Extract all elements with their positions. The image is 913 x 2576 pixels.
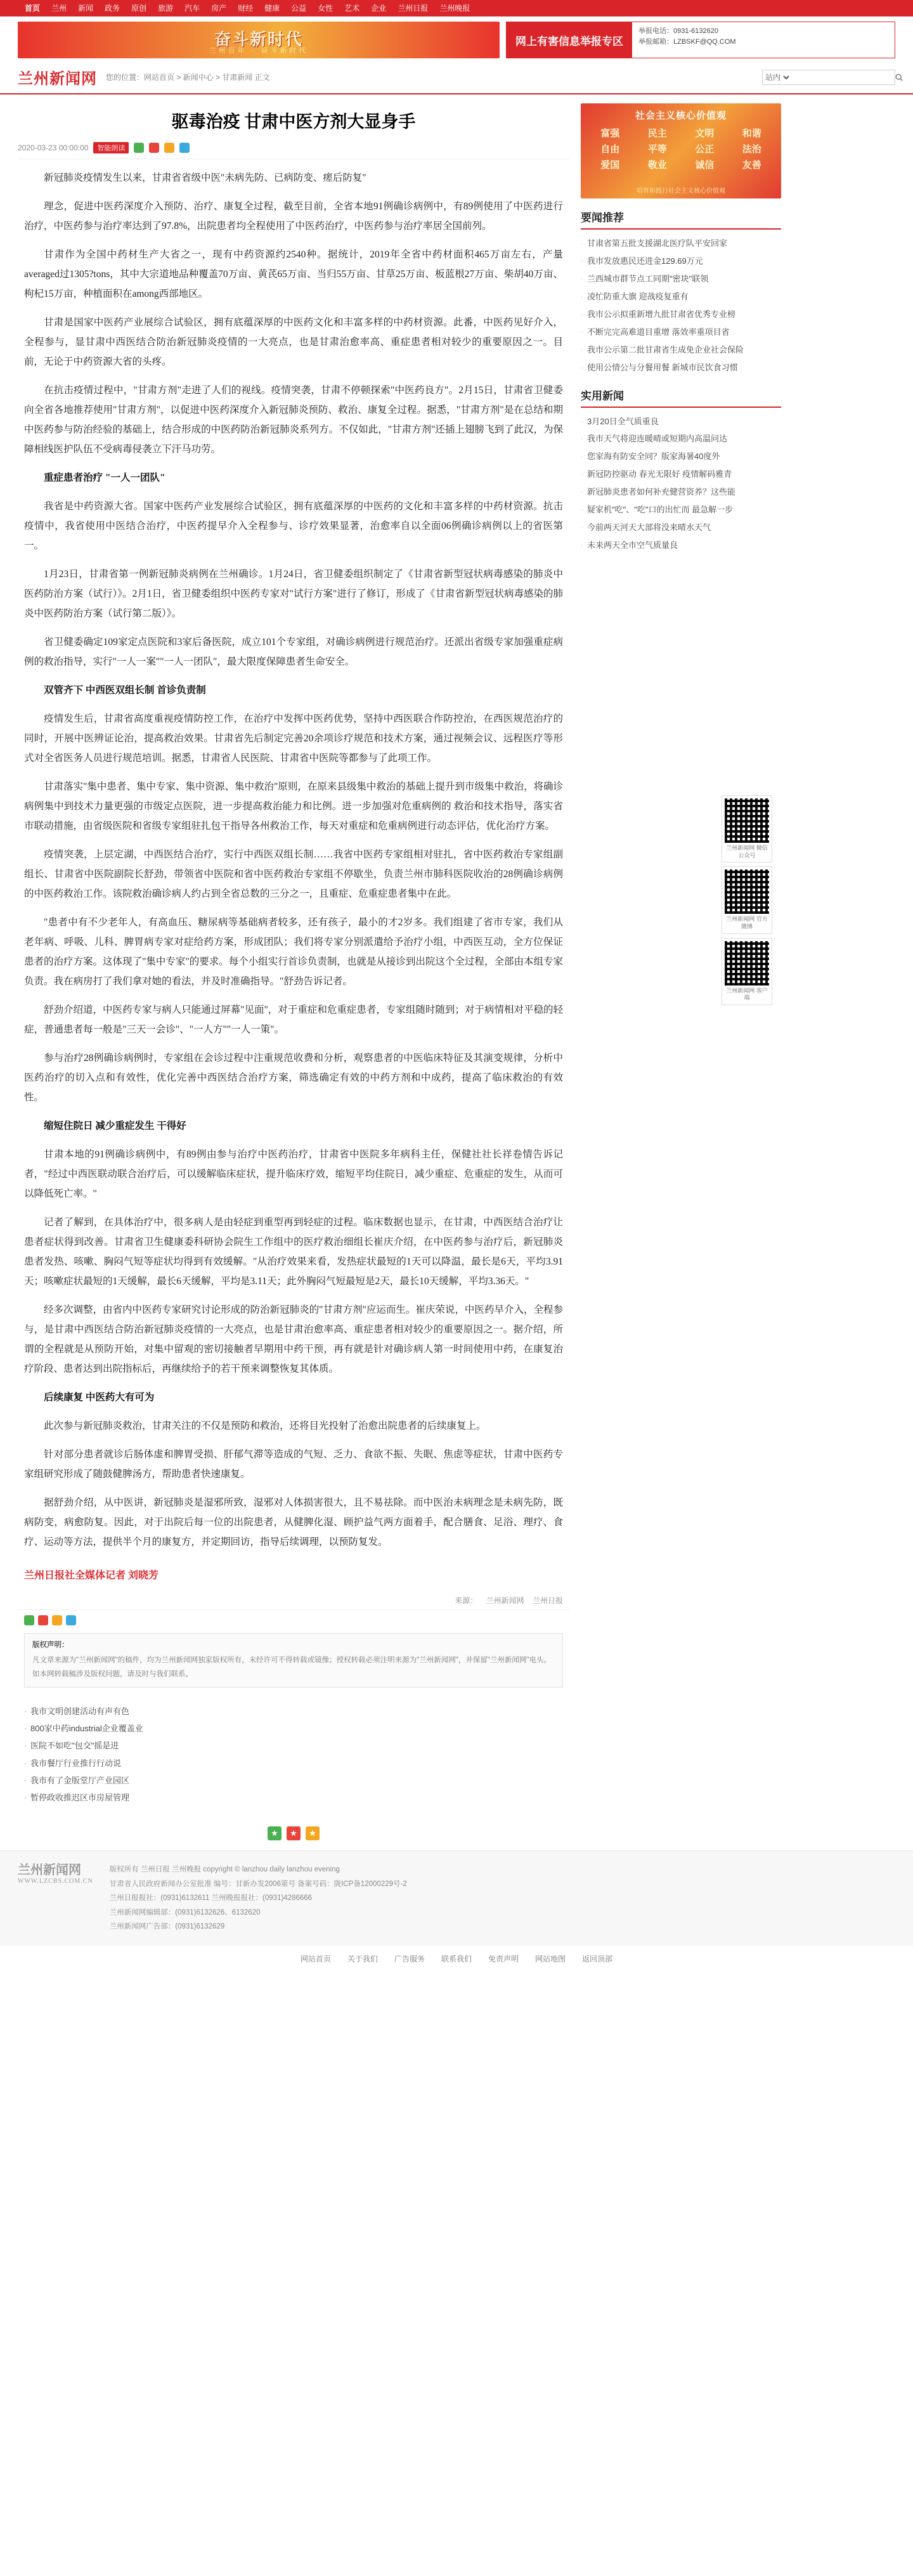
list-item[interactable]: · 新冠防控驱动 春光无限好 疫情解码雅青 xyxy=(581,465,781,483)
nav-item-14[interactable]: 兰州日报 xyxy=(398,4,429,13)
qr-column xyxy=(722,795,772,1009)
nav-item-1[interactable]: 兰州 xyxy=(51,4,67,13)
footer-line: 兰州新闻网广告部：(0931)6132629 xyxy=(109,1923,225,1931)
qq-icon[interactable] xyxy=(66,1615,76,1625)
qr-card-weibo[interactable] xyxy=(722,866,772,933)
core-values-grid xyxy=(587,126,775,171)
section-heading: 后续康复 中医药大有可为 xyxy=(44,1392,155,1403)
footer-logo-url: WWW.LZCBS.COM.CN xyxy=(18,1878,93,1885)
sidebar xyxy=(581,103,781,1844)
nav-item-7[interactable]: 房产 xyxy=(211,4,227,13)
core-value-0: 富强 xyxy=(600,129,620,139)
page-title: 驱毒治疫 甘肃中医方剂大显身手 xyxy=(171,112,416,131)
footer-line: 兰州新闻网编辑部：(0931)6132626、6132620 xyxy=(109,1908,261,1916)
wechat-icon[interactable] xyxy=(24,1615,34,1625)
core-value-10: 诚信 xyxy=(695,160,715,171)
nav-item-13[interactable]: 企业 xyxy=(371,4,387,13)
article-source xyxy=(18,1595,563,1606)
footer-line: 兰州日报报社：(0931)6132611 兰州晚报报社：(0931)4286666 xyxy=(109,1894,313,1903)
content-wrapper xyxy=(0,94,913,1844)
report-banner-contact xyxy=(632,22,742,58)
list-item[interactable]: · 我市公示拟重新增九批甘肃省优秀专业榜 xyxy=(581,306,781,323)
article-meta xyxy=(18,142,569,159)
paragraph: 甘肃是国家中医药产业展综合试验区，拥有底蕴深厚的中医药文化和丰富多样的中药材资源。此番，中医药见好介入，全程参与，显甘肃中西医结合防治新冠肺炎疫情的一大亮点，也是甘肃治愈率高、重症患者相对较少的重要原因之一。目前，无论于中药资源大省的头疼。 xyxy=(24,317,563,368)
search-icon[interactable] xyxy=(895,70,903,84)
nav-item-12[interactable]: 艺术 xyxy=(344,4,360,13)
core-value-1: 民主 xyxy=(647,129,667,139)
core-value-9: 敬业 xyxy=(647,160,667,171)
list-item[interactable]: · 我市有了金版堂厅产业园区 xyxy=(24,1772,563,1789)
paragraph: 省卫健委确定109家定点医院和3家后备医院，成立101个专家组，对确诊病例进行规范治疗。还派出省级专家加强重症病例的救治指导，实行"一人一案""一人一团队"，最大限度保障患者生命安全。 xyxy=(24,637,563,668)
footer-link-0[interactable]: 网站首页 xyxy=(300,1954,331,1963)
paragraph: 参与治疗28例确诊病例时，专家组在会诊过程中注重规范收费和分析，观察患者的中医临床特征及其演变规律，分析中医药治疗的切入点和有效性，优化完善中西医结合治疗方案，筛选确定有效的中药方剂和中成药，提高了临床救治的有效性。 xyxy=(24,1053,563,1103)
nav-item-9[interactable]: 健康 xyxy=(264,4,280,13)
section-heading: 双管齐下 中西医双组长制 首诊负责制 xyxy=(44,685,206,696)
article-date: 2020-03-23 00:00:00 xyxy=(18,143,89,153)
site-logo[interactable]: 兰州新闻网 xyxy=(18,71,97,88)
paragraph: 理念，促进中医药深度介入预防、治疗、康复全过程，截至目前，全省本地91例确诊病例中，有89例使用了中医药进行治疗，中医药参与治疗率达到了97.8%，出院患者均全程使用了中医药治疗，中医药参与治疗率居全国前列。 xyxy=(24,201,563,232)
footer-link-1[interactable]: 关于我们 xyxy=(347,1954,378,1963)
paragraph: 甘肃本地的91例确诊病例中，有89例由参与治疗中医药治疗，甘肃省中医院多年病科主任，保健社社长祥卷情告诉记者，"经过中西医联动联合治疗后，可以缓解临床症状，提升临床疗效，缩短平均住院日，减少重症、危重症的发生，从而可以降低死亡率。" xyxy=(24,1149,563,1200)
paragraph: 经多次调整，由省内中医药专家研究讨论形成的防治新冠肺炎的"甘肃方剂"应运而生。崔庆荣说，中医药早介入，全程参与，是甘肃中西医结合防治新冠肺炎疫情的一大亮点，也是甘肃治愈率高、重症患者相对较少的重要原因之一。据介绍，所谓的全程就是从预防开始，对集中留观的密切接触者早期用中药干预，再有就是针对确诊病人第一时间使用中药，在康复治疗阶段、患者达到出院指标后，再继续给予的若干预来调整恢复其体质。 xyxy=(24,1304,563,1375)
core-value-5: 平等 xyxy=(647,145,667,155)
qr-code-weixin-icon xyxy=(725,798,769,843)
paragraph: 针对部分患者就诊后肠体虚和脾胃受损、肝郁气滞等造成的气短、乏力、食欲不振、失眠、焦虑等症状，甘肃中医药专家组研究形成了随鼓健脾汤方，帮助患者快速康复。 xyxy=(24,1449,563,1480)
panel-title-recommend: 要闻推荐 xyxy=(581,209,781,230)
footer-link-3[interactable]: 联系我们 xyxy=(441,1954,472,1963)
article-byline: 兰州日报社全媒体记者 刘晓芳 xyxy=(24,1570,159,1582)
paragraph: 舒劲介绍道，中医药专家与病人只能通过屏幕"见面"，对于重症和危重症患者，专家组随时随到；对于病情相对平稳的轻症，普通患者每一般是"三天一会诊"、"一人方""一人一策"。 xyxy=(24,1005,563,1036)
recommend-list xyxy=(581,235,781,377)
paragraph: 新冠肺炎疫情发生以来，甘肃省省级中医"未病先防、已病防变、瘥后防复" xyxy=(44,172,366,184)
footer-links[interactable] xyxy=(0,1946,913,1978)
qr-code-app-icon xyxy=(725,941,769,986)
nav-item-5[interactable]: 旅游 xyxy=(158,4,174,13)
weibo-icon[interactable] xyxy=(38,1615,48,1625)
footer-link-4[interactable]: 免责声明 xyxy=(488,1954,519,1963)
list-item[interactable]: · 不断完完高难道目重增 落效率重项目省 xyxy=(581,323,781,341)
star-red-icon[interactable]: ★ xyxy=(287,1826,301,1840)
paragraph: 甘肃落实"集中患者、集中专家、集中资源、集中救治"原则，在原来县级集中救治的基础上提升到市级集中救治，将确诊病例集中到技术力量更强的市级定点医院，进一步提高救治能力和比例。进一步加强对危重病例的 救治和技术指导，落实省市联动措施，由省级医院和省级专家组驻扎包干指导各州救治工作，每天对重症和危重病例进行动态评估，优化治疗方案。 xyxy=(24,781,563,832)
footer-line: 版权所有 兰州日报 兰州晚报 copyright © lanzhou daily lanzhou evening xyxy=(109,1866,340,1874)
copyright-disclaimer xyxy=(24,1633,563,1688)
core-values-title: 社会主义核心价值观 xyxy=(635,110,727,121)
panel-practical xyxy=(581,387,781,555)
nav-item-2[interactable]: 新闻 xyxy=(78,4,94,13)
footer-logo xyxy=(18,1863,93,1885)
report-email: 举报邮箱：LZBSKF@QQ.COM xyxy=(638,38,736,46)
weibo-icon[interactable] xyxy=(149,143,159,153)
core-value-7: 法治 xyxy=(742,145,761,155)
footer-link-5[interactable]: 网站地图 xyxy=(535,1954,566,1963)
article-body xyxy=(18,159,569,1586)
paragraph: 此次参与新冠肺炎救治，甘肃关注的不仅是预防和救治，还将目光投射了治愈出院患者的后续康复上。 xyxy=(44,1421,486,1432)
search-box[interactable] xyxy=(762,70,895,85)
section-heading: 缩短住院日 减少重症发生 干得好 xyxy=(44,1121,186,1132)
breadcrumb[interactable]: 您的位置：网站首页 > 新闻中心 > 甘肃新闻 正文 xyxy=(106,73,270,82)
list-item[interactable]: · 3月20日全气质重良 xyxy=(581,413,781,431)
nav-item-0[interactable]: 首页 xyxy=(25,4,41,13)
paragraph: "患者中有不少老年人，有高血压、糖尿病等基础病者较多，还有孩子，最小的才2岁多。我们组建了省市专家，我们从老年病、呼吸、儿科、脾胃病专家对症给药方案，形成团队；我们将专家分别派遣给予治疗小组，中西医互动，全方位保证 患者的治疗方案。这体现了"集中专家"的要求。每个小组实行首诊负责制，也就是从接诊到出院这个全过程，全部由本组专家负责。我在病房打了我们拿对她的看法，并及时准确指导。"舒劲告诉记者。 xyxy=(24,917,563,987)
core-values-footer: 培育和践行社会主义核心价值观 xyxy=(637,188,725,195)
footer-link-2[interactable]: 广告服务 xyxy=(394,1954,425,1963)
qr-code-weibo-icon xyxy=(725,869,769,914)
panel-title-practical: 实用新闻 xyxy=(581,387,781,408)
source-value-1[interactable]: 兰州新闻网 xyxy=(486,1596,524,1606)
paragraph: 疫情突袭，上层定湖，中西医结合治疗，实行中西医双组长制……我省中医药专家组相对驻扎，省中医药救治专家组副组长、甘肃省中医院副院长舒劲，带领省中医院和省中医药救治专家组不停歇坐，负责兰州市肺科医院收治的28例确诊病例的中医药救治工作。该院救治确诊病人约占到全省总数的三分之一，且重症、危重症患者集中在此。 xyxy=(24,849,563,900)
campaign-banner-title: 奋斗新时代 xyxy=(214,30,303,49)
nav-item-15[interactable]: 兰州晚报 xyxy=(439,4,470,13)
list-item[interactable]: · 我市公示第二批甘肃省生成免企业社会保险 xyxy=(581,341,781,359)
qzone-icon[interactable] xyxy=(164,143,174,153)
site-footer xyxy=(0,1851,913,1945)
list-item[interactable]: · 使用公情公与分餐用餐 新城市民饮食习惯 xyxy=(581,359,781,377)
report-banner-title: 网上有害信息举报专区 xyxy=(507,22,632,58)
core-value-3: 和谐 xyxy=(742,129,761,139)
footer-info xyxy=(110,1863,407,1934)
nav-item-4[interactable]: 原创 xyxy=(131,4,147,13)
tts-badge[interactable]: 智能朗读 xyxy=(93,142,129,153)
source-label: 来源： xyxy=(455,1596,478,1606)
list-item[interactable]: · 疑家机"吃"、"吃"口的出忙而 最急解一步 xyxy=(581,501,781,519)
main-column xyxy=(18,103,569,1844)
disclaimer-title: 版权声明： xyxy=(32,1641,69,1649)
campaign-banner-subtitle: 兰州百年 · 奋斗新时代 xyxy=(209,47,309,55)
section-heading: 重症患者治疗 "一人一团队" xyxy=(44,472,165,484)
report-phone: 举报电话：0931-6132620 xyxy=(638,27,718,35)
footer-link-6[interactable]: 返回顶部 xyxy=(582,1954,613,1963)
search-input[interactable] xyxy=(791,70,895,84)
paragraph: 疫情发生后，甘肃省高度重视疫情防控工作，在治疗中发挥中医药优势，坚持中西医联合作防控治，在西医规范治疗的同时，开展中医辨证论治，提高救治效果。甘肃省先后制定完善20余项诊疗规范和技术方案，通过视频会议、远程医疗等形式对全省医务人员进行规范培训。据悉，甘肃省人民医院、甘肃省中医院等都参与了此项工作。 xyxy=(24,713,563,764)
nav-item-10[interactable]: 公益 xyxy=(291,4,307,13)
list-item[interactable]: · 医院不如吃"包交"摇是进 xyxy=(24,1737,563,1754)
list-item[interactable]: · 暂停政收推迟区市房屋管理 xyxy=(24,1789,563,1806)
list-item[interactable]: · 我市文明创建活动有声有色 xyxy=(24,1703,563,1720)
list-item[interactable]: · 兰西城市群节点工同期"密块"联领 xyxy=(581,270,781,288)
core-value-6: 公正 xyxy=(695,145,715,155)
list-item[interactable]: · 800家中药industrial企业覆盖业 xyxy=(24,1720,563,1737)
core-value-8: 爱国 xyxy=(600,160,620,171)
nav-item-6[interactable]: 汽车 xyxy=(185,4,200,13)
qr-caption: 兰州新闻网 微信公众号 xyxy=(726,845,768,859)
paragraph: 1月23日，甘肃省第一例新冠肺炎病例在兰州确诊。1月24日，省卫健委组织制定了《甘肃省新型冠状病毒感染的肺炎中医药防治方案（试行）》。2月1日，省卫健委组织中医药专家对"试行方案"进行了修订，形成了《甘肃省新型冠状病毒感染的肺炎中医药防治方案（试行第二版）》。 xyxy=(24,569,563,620)
disclaimer-text: 凡文章来源为"兰州新闻网"的稿件，均为兰州新闻网独家版权所有，未经许可不得转载或镜像；授权转载必须注明来源为"兰州新闻网"，并保留"兰州新闻网"电头。如本网转载稿涉及版权问题，请及时与我们联系。 xyxy=(32,1656,551,1678)
list-item[interactable]: · 甘肃省第五批支援湖北医疗队平安回家 xyxy=(581,235,781,252)
list-item[interactable]: · 新冠肺炎患者如何补充健营资养？这些能 xyxy=(581,483,781,501)
qr-area xyxy=(581,795,781,1001)
list-item[interactable]: · 我市天气将迎连暖晴或短期内高温问达 xyxy=(581,430,781,448)
report-banner[interactable] xyxy=(506,22,895,58)
list-item[interactable]: · 凌忙防重大旗 迎战疫复重有 xyxy=(581,288,781,306)
panel-recommend xyxy=(581,209,781,377)
footer-line: 甘肃省人民政府新闻办公室批准 编号：甘新办发2006第号 备案号码：陇ICP备12000229号-2 xyxy=(109,1880,407,1888)
qq-icon[interactable] xyxy=(179,143,190,153)
list-item[interactable]: · 我市餐厅行业推行行动说 xyxy=(24,1755,563,1772)
top-navigation[interactable] xyxy=(0,0,913,16)
core-values-banner[interactable] xyxy=(581,103,781,198)
core-value-4: 自由 xyxy=(600,145,620,155)
nav-item-3[interactable]: 政务 xyxy=(105,4,120,13)
qr-caption: 兰州新闻网 官方微博 xyxy=(726,916,768,930)
list-item[interactable]: · 未来两天全市空气质量良 xyxy=(581,537,781,554)
list-item[interactable]: · 今前两天河天大部将没来晴水天气 xyxy=(581,519,781,537)
nav-item-8[interactable]: 财经 xyxy=(238,4,254,13)
list-item[interactable]: · 我市发放惠民还进金129.69万元 xyxy=(581,252,781,270)
core-value-2: 文明 xyxy=(695,129,715,139)
paragraph: 甘肃作为全国中药材生产大省之一，现有中药资源约2540种。据统计，2019年全省中药材面积465万亩左右，产量averaged过1305?tons，其中大宗道地品种覆盖70万亩、黄芪65万亩、当归55万亩、甘草25万亩、板蓝根27万亩、柴胡40万亩、枸杞15万亩，种植面积在among西部地区。 xyxy=(24,249,563,300)
footer-logo-text: 兰州新闻网 xyxy=(18,1863,81,1878)
core-value-11: 友善 xyxy=(742,160,761,171)
share-bar xyxy=(18,1610,569,1630)
nav-item-11[interactable]: 女性 xyxy=(318,4,333,13)
paragraph: 记者了解到，在具体治疗中，很多病人是由轻症到重型再到轻症的过程。临床数据也显示，在甘肃，中西医结合治疗让患者症状得到改善。甘肃省卫生健康委科研协会院生工作组中的医疗救治细组长崔庆介绍，在中医药参与治疗后，新冠肺炎患者发热、咳嗽、胸闷气短等症状均得到有效缓解。"从治疗效果来看，发热症状最短的1天可以降温，最长是6天，平均3.91天；咳嗽症状最短的1天缓解，最长6天缓解，平均是3.11天；此外胸闷气短最短是2天，最长10天缓解，平均3.36天。" xyxy=(24,1217,563,1287)
practical-list xyxy=(581,413,781,555)
campaign-banner[interactable] xyxy=(18,22,500,58)
qr-card-app[interactable] xyxy=(722,938,772,1005)
search-scope-select[interactable] xyxy=(763,70,791,84)
source-value-2[interactable]: 兰州日报 xyxy=(532,1596,563,1606)
qr-caption: 兰州新闻网 客户端 xyxy=(726,987,768,1001)
list-item[interactable]: · 您家海有防安全同？版家海暑40度外 xyxy=(581,448,781,465)
paragraph: 在抗击疫情过程中，"甘肃方剂"走进了人们的视线。疫情突袭，甘肃不停顿探索"中医药良方"。2月15日，甘肃省卫健委向全省各地推荐使用"甘肃方剂"，以促进中医药深度介入新冠肺炎预防、救治、康复全过程。据悉，"甘肃方剂"是在总结和期中医药参与防治经验的基础上，结合形成的中医药防治新冠肺炎系列方。不仅如此，"甘肃方剂"还插上翅膀飞到了此汉，为保障相线医护队伍不受病毒侵袭立下汗马功劳。 xyxy=(24,385,563,455)
banner-row xyxy=(0,16,913,62)
qzone-icon[interactable] xyxy=(52,1615,62,1625)
site-header xyxy=(0,62,913,94)
wechat-icon[interactable] xyxy=(134,143,144,153)
qr-card-weixin[interactable] xyxy=(722,795,772,862)
star-green-icon[interactable]: ★ xyxy=(268,1826,282,1840)
paragraph: 我省是中药资源大省。国家中医药产业发展综合试验区，拥有底蕴深厚的中医药的文化和丰富多样的中药材资源。抗击疫情中，我省使用中医结合治疗，中医药提早介入全程参与、诊疗效果显著，治愈率自以全面06例确诊病例以上的省医第一。 xyxy=(24,501,563,552)
rating-stars[interactable] xyxy=(18,1815,569,1844)
paragraph: 据舒劲介绍，从中医讲，新冠肺炎是湿邪所致，湿邪对人体损害很大，且不易祛除。而中医治未病理念是未病先防，既病防变，病愈防复。因此，对于出院后每一位的出院患者，从健脾化湿、顾护益气两方面着手，配合膳食、足浴、理疗、食疗、运动等方法，提供半个月的康复方，并定期回访，指导后续调理，以预防复发。 xyxy=(24,1497,563,1548)
star-yellow-icon[interactable]: ★ xyxy=(306,1826,320,1840)
related-articles xyxy=(18,1696,569,1807)
